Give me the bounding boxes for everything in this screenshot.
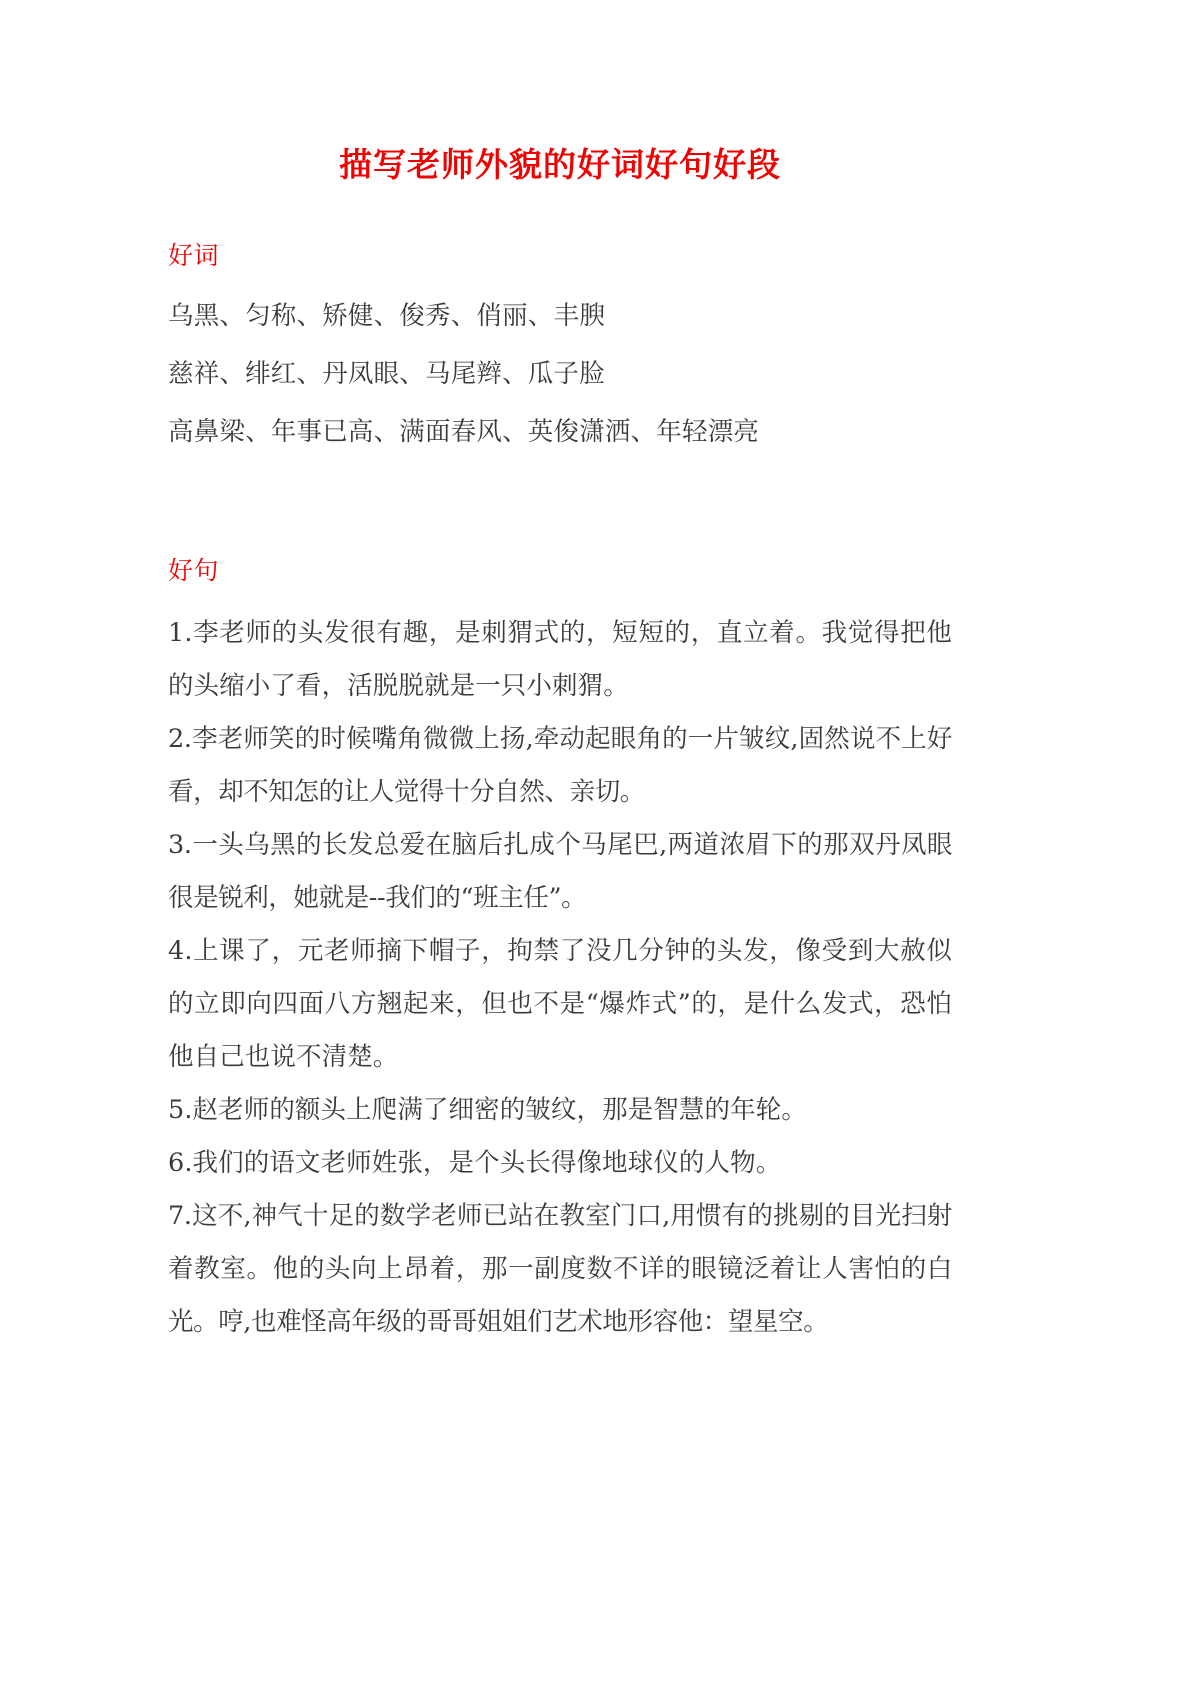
good-sentences-list <box>168 607 952 1349</box>
page-title: 描写老师外貌的好词好句好段 <box>339 145 781 184</box>
section-heading-good-words: 好词 <box>168 241 220 270</box>
document-content <box>168 0 952 1349</box>
good-sentence-6: 6.我们的语文老师姓张，是个头长得像地球仪的人物。 <box>168 1148 782 1178</box>
good-words-line-1: 乌黑、匀称、矫健、俊秀、俏丽、丰腴 <box>168 301 605 331</box>
good-sentence-2: 2.李老师笑的时候嘴角微微上扬,牵动起眼角的一片皱纹,固然说不上好看，却不知怎的让人觉得十分自然、亲切。 <box>168 724 952 807</box>
good-words-line-2: 慈祥、绯红、丹凤眼、马尾辫、瓜子脸 <box>168 359 605 389</box>
good-sentence-1: 1.李老师的头发很有趣，是刺猬式的，短短的，直立着。我觉得把他的头缩小了看，活脱脱就是一只小刺猬。 <box>168 618 952 701</box>
good-sentence-4: 4.上课了，元老师摘下帽子，拘禁了没几分钟的头发，像受到大赦似的立即向四面八方翘起来，但也不是“爆炸式”的，是什么发式，恐怕他自己也说不清楚。 <box>168 936 952 1072</box>
good-words-line-3: 高鼻梁、年事已高、满面春风、英俊潇洒、年轻漂亮 <box>168 417 760 447</box>
good-sentence-5: 5.赵老师的额头上爬满了细密的皱纹，那是智慧的年轮。 <box>168 1095 807 1125</box>
good-sentence-3: 3.一头乌黑的长发总爱在脑后扎成个马尾巴,两道浓眉下的那双丹凤眼很是锐利，她就是--我们的“班主任”。 <box>168 830 952 913</box>
good-sentence-7: 7.这不,神气十足的数学老师已站在教室门口,用惯有的挑剔的目光扫射着教室。他的头向上昂着，那一副度数不详的眼镜泛着让人害怕的白光。哼,也难怪高年级的哥哥姐姐们艺术地形容他：望星空。 <box>168 1201 952 1337</box>
section-heading-good-sentences: 好句 <box>168 556 220 585</box>
